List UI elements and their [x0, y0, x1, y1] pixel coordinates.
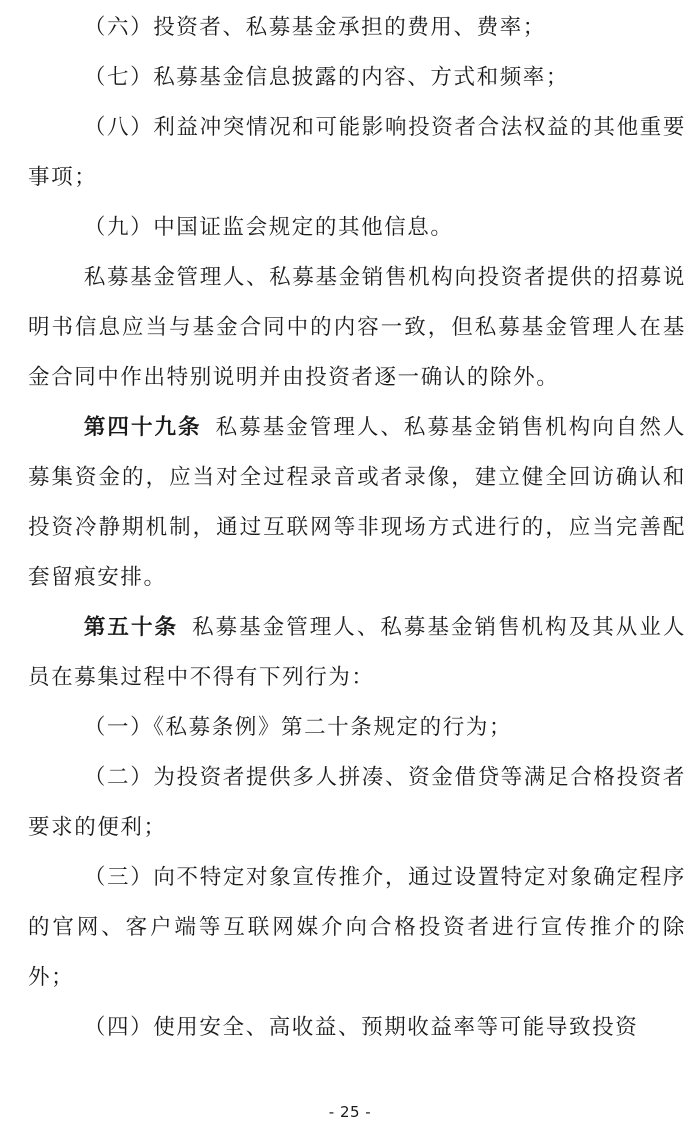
paragraph-text: 私募基金管理人、私募基金销售机构及其从业人员在募集过程中不得有下列行为： — [28, 615, 686, 690]
document-body — [28, 3, 686, 1053]
article-heading: 第五十条 — [83, 615, 179, 640]
paragraph-text: （二）为投资者提供多人拼凑、资金借贷等满足合格投资者要求的便利； — [28, 765, 686, 840]
paragraph-text: （一）《私募条例》第二十条规定的行为； — [83, 715, 513, 740]
prospectus-paragraph — [28, 253, 686, 403]
article-heading: 第四十九条 — [83, 415, 202, 440]
article-50 — [28, 603, 686, 703]
item-1 — [28, 703, 686, 753]
item-3 — [28, 853, 686, 1003]
clause-7 — [28, 53, 686, 103]
paragraph-text: （九）中国证监会规定的其他信息。 — [83, 215, 454, 240]
item-4 — [28, 1003, 686, 1053]
paragraph-text: （三）向不特定对象宣传推介，通过设置特定对象确定程序的官网、客户端等互联网媒介向合格投资者进行宣传推介的除外； — [28, 865, 686, 990]
clause-6 — [28, 3, 686, 53]
article-49 — [28, 403, 686, 603]
clause-8 — [28, 103, 686, 203]
paragraph-text: （四）使用安全、高收益、预期收益率等可能导致投资 — [83, 1015, 639, 1040]
paragraph-text: （六）投资者、私募基金承担的费用、费率； — [83, 15, 546, 40]
item-2 — [28, 753, 686, 853]
paragraph-text: 私募基金管理人、私募基金销售机构向自然人募集资金的，应当对全过程录音或者录像，建立健全回访确认和投资冷静期机制，通过互联网等非现场方式进行的，应当完善配套留痕安排。 — [28, 415, 686, 590]
paragraph-text: （七）私募基金信息披露的内容、方式和频率； — [83, 65, 569, 90]
paragraph-text: 私募基金管理人、私募基金销售机构向投资者提供的招募说明书信息应当与基金合同中的内容一致，但私募基金管理人在基金合同中作出特别说明并由投资者逐一确认的除外。 — [28, 265, 686, 390]
clause-9 — [28, 203, 686, 253]
page-number: - 25 - — [328, 1103, 372, 1121]
paragraph-text: （八）利益冲突情况和可能影响投资者合法权益的其他重要事项； — [28, 115, 686, 190]
